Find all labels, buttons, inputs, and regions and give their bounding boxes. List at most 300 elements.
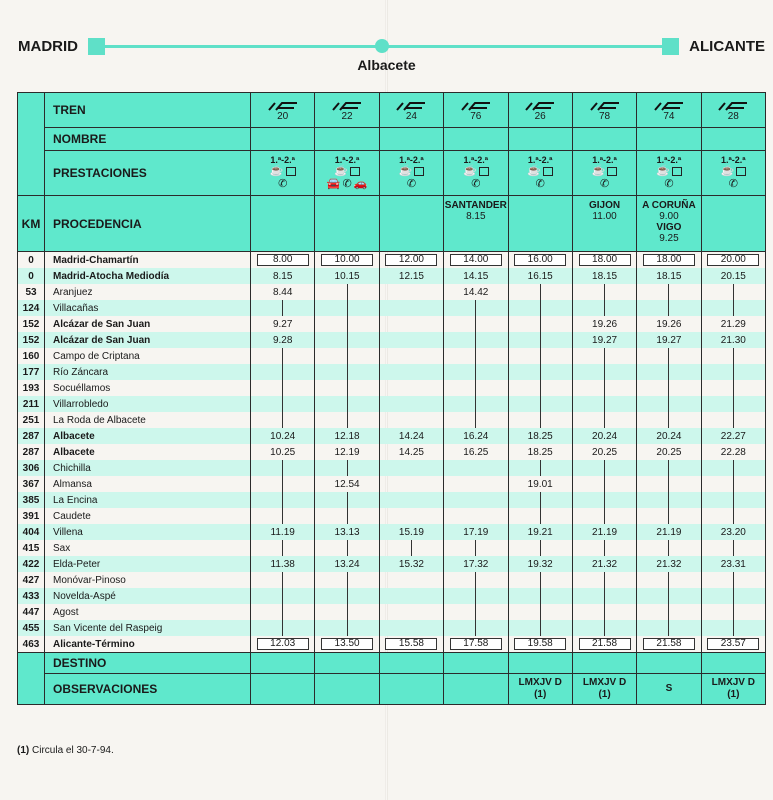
km-value: 193 bbox=[22, 382, 40, 394]
time-cell bbox=[637, 316, 701, 332]
time-cell bbox=[701, 300, 765, 316]
time-cell bbox=[572, 460, 636, 476]
passes-without-stop-line bbox=[475, 380, 476, 396]
time-cell bbox=[701, 332, 765, 348]
km-spacer bbox=[18, 93, 45, 196]
km-value: 415 bbox=[22, 542, 40, 554]
time-cell bbox=[315, 300, 379, 316]
km-value: 447 bbox=[22, 606, 40, 618]
origin-time: 11.00 bbox=[592, 211, 617, 222]
train-observation-74 bbox=[637, 674, 701, 705]
time-cell bbox=[379, 332, 443, 348]
car-transport-icon: 🚘 bbox=[326, 178, 341, 190]
departure-time: 22.27 bbox=[720, 430, 746, 442]
time-cell bbox=[444, 300, 508, 316]
time-cell bbox=[315, 428, 379, 444]
train-observation-22 bbox=[315, 674, 379, 705]
time-cell bbox=[379, 620, 443, 636]
tren-row bbox=[18, 93, 766, 128]
train-classes: 1.ª-2.ª bbox=[463, 155, 489, 165]
train-origin-22 bbox=[315, 196, 379, 252]
time-cell bbox=[251, 604, 315, 620]
time-cell bbox=[701, 412, 765, 428]
time-cell bbox=[444, 284, 508, 300]
passes-without-stop-line bbox=[733, 284, 734, 300]
time-cell bbox=[444, 428, 508, 444]
train-observation-26 bbox=[508, 674, 572, 705]
station-name bbox=[45, 268, 251, 284]
station-km bbox=[18, 540, 45, 556]
time-cell bbox=[379, 556, 443, 572]
time-cell bbox=[379, 348, 443, 364]
time-cell bbox=[572, 476, 636, 492]
km-value: 160 bbox=[22, 350, 40, 362]
station-name bbox=[45, 492, 251, 508]
departure-time: 21.58 bbox=[643, 638, 695, 650]
station-name bbox=[45, 300, 251, 316]
station-name bbox=[45, 572, 251, 588]
time-cell bbox=[444, 460, 508, 476]
time-cell bbox=[444, 316, 508, 332]
time-cell bbox=[379, 492, 443, 508]
departure-time: 23.57 bbox=[707, 638, 759, 650]
passes-without-stop-line bbox=[347, 540, 348, 556]
departure-time: 20.24 bbox=[656, 430, 682, 442]
route-header bbox=[0, 30, 773, 90]
train-services-22 bbox=[315, 151, 379, 196]
time-cell bbox=[251, 348, 315, 364]
station-row bbox=[18, 460, 766, 476]
train-classes: 1.ª-2.ª bbox=[592, 155, 617, 165]
time-cell bbox=[251, 524, 315, 540]
station-name-text: Villena bbox=[53, 526, 83, 538]
time-cell bbox=[315, 508, 379, 524]
station-name-text: San Vicente del Raspeig bbox=[53, 622, 163, 634]
origin-station: GIJON bbox=[589, 200, 621, 211]
time-cell bbox=[444, 444, 508, 460]
passes-without-stop-line bbox=[540, 332, 541, 348]
time-cell bbox=[251, 588, 315, 604]
time-cell bbox=[315, 476, 379, 492]
km-value: 455 bbox=[22, 622, 40, 634]
departure-time: 20.24 bbox=[592, 430, 618, 442]
passes-without-stop-line bbox=[475, 316, 476, 332]
passes-without-stop-line bbox=[282, 364, 283, 380]
time-cell bbox=[379, 252, 443, 269]
km-value: 177 bbox=[22, 366, 40, 378]
time-cell bbox=[508, 428, 572, 444]
passes-without-stop-line bbox=[540, 348, 541, 364]
time-cell bbox=[444, 636, 508, 653]
seat-icon bbox=[286, 167, 296, 176]
train-number: 28 bbox=[727, 110, 739, 122]
km-value: 251 bbox=[22, 414, 40, 426]
departure-time: 13.50 bbox=[321, 638, 373, 650]
time-cell bbox=[637, 444, 701, 460]
passes-without-stop-line bbox=[733, 364, 734, 380]
departure-time: 21.29 bbox=[720, 318, 746, 330]
time-cell bbox=[251, 540, 315, 556]
time-cell bbox=[508, 492, 572, 508]
time-cell bbox=[315, 268, 379, 284]
km-value: 0 bbox=[28, 254, 34, 266]
station-km bbox=[18, 268, 45, 284]
time-cell bbox=[572, 348, 636, 364]
departure-time: 18.25 bbox=[527, 446, 553, 458]
km-value: 53 bbox=[25, 286, 37, 298]
time-cell bbox=[701, 316, 765, 332]
km-value: 287 bbox=[22, 430, 40, 442]
station-row bbox=[18, 444, 766, 460]
time-cell bbox=[508, 460, 572, 476]
time-cell bbox=[572, 396, 636, 412]
passes-without-stop-line bbox=[668, 476, 669, 492]
station-row bbox=[18, 396, 766, 412]
time-cell bbox=[444, 268, 508, 284]
telephone-icon: ✆ bbox=[406, 178, 417, 190]
station-km bbox=[18, 252, 45, 269]
station-km bbox=[18, 572, 45, 588]
station-row bbox=[18, 252, 766, 269]
station-name-text: Aranjuez bbox=[53, 286, 93, 298]
time-cell bbox=[701, 620, 765, 636]
intercity-logo-icon bbox=[459, 102, 493, 111]
passes-without-stop-line bbox=[347, 316, 348, 332]
prestaciones-row bbox=[18, 151, 766, 196]
passes-without-stop-line bbox=[347, 620, 348, 636]
passes-without-stop-line bbox=[282, 492, 283, 508]
station-km bbox=[18, 348, 45, 364]
passes-without-stop-line bbox=[347, 396, 348, 412]
station-row bbox=[18, 412, 766, 428]
departure-time: 22.28 bbox=[720, 446, 746, 458]
time-cell bbox=[379, 284, 443, 300]
train-header-24 bbox=[379, 93, 443, 128]
station-name-text: Alicante-Término bbox=[53, 638, 135, 650]
intercity-logo-icon bbox=[394, 102, 428, 111]
station-name bbox=[45, 508, 251, 524]
train-classes: 1.ª-2.ª bbox=[334, 155, 360, 165]
train-services-26 bbox=[508, 151, 572, 196]
procedencia-label-text: PROCEDENCIA bbox=[53, 216, 142, 231]
passes-without-stop-line bbox=[282, 572, 283, 588]
station-name-text: Chichilla bbox=[53, 462, 91, 474]
station-km bbox=[18, 300, 45, 316]
passes-without-stop-line bbox=[282, 396, 283, 412]
passes-without-stop-line bbox=[604, 412, 605, 428]
train-classes: 1.ª-2.ª bbox=[270, 155, 296, 165]
time-cell bbox=[508, 284, 572, 300]
km-value: 427 bbox=[22, 574, 40, 586]
time-cell bbox=[251, 252, 315, 269]
time-cell bbox=[572, 364, 636, 380]
train-number: 26 bbox=[534, 110, 546, 122]
time-cell bbox=[508, 252, 572, 269]
passes-without-stop-line bbox=[282, 508, 283, 524]
station-name bbox=[45, 460, 251, 476]
train-services-20 bbox=[251, 151, 315, 196]
station-km bbox=[18, 332, 45, 348]
destination-cell bbox=[508, 653, 572, 674]
passes-without-stop-line bbox=[604, 380, 605, 396]
passes-without-stop-line bbox=[282, 588, 283, 604]
station-name-text: Socuéllamos bbox=[53, 382, 111, 394]
timetable bbox=[17, 92, 766, 705]
station-km bbox=[18, 476, 45, 492]
tren-label bbox=[45, 93, 251, 128]
passes-without-stop-line bbox=[733, 604, 734, 620]
time-cell bbox=[637, 332, 701, 348]
telephone-icon: ✆ bbox=[599, 178, 610, 190]
passes-without-stop-line bbox=[733, 476, 734, 492]
station-name bbox=[45, 364, 251, 380]
time-cell bbox=[444, 556, 508, 572]
telephone-icon: ✆ bbox=[535, 178, 545, 190]
station-row bbox=[18, 316, 766, 332]
time-cell bbox=[379, 300, 443, 316]
passes-without-stop-line bbox=[540, 396, 541, 412]
km-value: 433 bbox=[22, 590, 40, 602]
km-value: 152 bbox=[22, 318, 40, 330]
time-cell bbox=[251, 572, 315, 588]
origin-time: 9.00 bbox=[659, 211, 679, 222]
time-cell bbox=[637, 588, 701, 604]
passes-without-stop-line bbox=[668, 284, 669, 300]
time-cell bbox=[701, 396, 765, 412]
departure-time: 21.30 bbox=[720, 334, 746, 346]
station-name-text: Villacañas bbox=[53, 302, 99, 314]
station-name bbox=[45, 396, 251, 412]
time-cell bbox=[444, 492, 508, 508]
station-name bbox=[45, 428, 251, 444]
station-name bbox=[45, 316, 251, 332]
station-name-text: Elda-Peter bbox=[53, 558, 101, 570]
station-row bbox=[18, 364, 766, 380]
time-cell bbox=[379, 428, 443, 444]
departure-time: 12.00 bbox=[385, 254, 437, 266]
cafeteria-icon: ☕ bbox=[591, 165, 606, 177]
station-name bbox=[45, 332, 251, 348]
passes-without-stop-line bbox=[540, 540, 541, 556]
km-value: 463 bbox=[22, 638, 40, 650]
time-cell bbox=[508, 604, 572, 620]
departure-time: 12.15 bbox=[398, 270, 424, 282]
station-row bbox=[18, 620, 766, 636]
intercity-logo-icon bbox=[588, 102, 622, 111]
station-name-text: Albacete bbox=[53, 446, 95, 458]
passes-without-stop-line bbox=[475, 332, 476, 348]
passes-without-stop-line bbox=[733, 380, 734, 396]
time-cell bbox=[572, 380, 636, 396]
seat-icon bbox=[736, 167, 746, 176]
passes-without-stop-line bbox=[475, 588, 476, 604]
passes-without-stop-line bbox=[733, 508, 734, 524]
station-row bbox=[18, 380, 766, 396]
time-cell bbox=[251, 316, 315, 332]
passes-without-stop-line bbox=[347, 380, 348, 396]
train-header-26 bbox=[508, 93, 572, 128]
departure-time: 21.19 bbox=[592, 526, 618, 538]
passes-without-stop-line bbox=[668, 348, 669, 364]
time-cell bbox=[701, 588, 765, 604]
footnote bbox=[17, 745, 114, 756]
station-name-text: Novelda-Aspé bbox=[53, 590, 116, 602]
train-header-28 bbox=[701, 93, 765, 128]
destination-cell bbox=[251, 653, 315, 674]
passes-without-stop-line bbox=[733, 540, 734, 556]
passes-without-stop-line bbox=[604, 508, 605, 524]
passes-without-stop-line bbox=[475, 540, 476, 556]
passes-without-stop-line bbox=[475, 604, 476, 620]
time-cell bbox=[637, 348, 701, 364]
time-cell bbox=[572, 300, 636, 316]
departure-time: 18.00 bbox=[643, 254, 695, 266]
footnote-text: Circula el 30-7-94. bbox=[32, 745, 114, 756]
passes-without-stop-line bbox=[733, 348, 734, 364]
train-observation-76 bbox=[444, 674, 508, 705]
passes-without-stop-line bbox=[540, 300, 541, 316]
train-observation-24 bbox=[379, 674, 443, 705]
passes-without-stop-line bbox=[668, 588, 669, 604]
train-origin-78 bbox=[572, 196, 636, 252]
time-cell bbox=[379, 268, 443, 284]
passes-without-stop-line bbox=[540, 588, 541, 604]
observation-text: S bbox=[665, 683, 673, 694]
train-name-cell bbox=[251, 128, 315, 151]
passes-without-stop-line bbox=[282, 476, 283, 492]
passes-without-stop-line bbox=[540, 620, 541, 636]
train-number: 74 bbox=[663, 110, 675, 122]
km-header-text: KM bbox=[21, 216, 41, 231]
time-cell bbox=[508, 412, 572, 428]
time-cell bbox=[637, 300, 701, 316]
departure-time: 14.00 bbox=[450, 254, 502, 266]
intercity-logo-icon bbox=[266, 102, 300, 111]
passes-without-stop-line bbox=[668, 540, 669, 556]
passes-without-stop-line bbox=[733, 460, 734, 476]
train-name-cell bbox=[444, 128, 508, 151]
train-name-cell bbox=[379, 128, 443, 151]
train-observation-20 bbox=[251, 674, 315, 705]
station-km bbox=[18, 604, 45, 620]
passes-without-stop-line bbox=[733, 588, 734, 604]
km-header bbox=[18, 196, 45, 252]
station-row bbox=[18, 636, 766, 653]
departure-time: 12.19 bbox=[334, 446, 360, 458]
time-cell bbox=[251, 428, 315, 444]
time-cell bbox=[701, 444, 765, 460]
time-cell bbox=[444, 252, 508, 269]
time-cell bbox=[379, 604, 443, 620]
passes-without-stop-line bbox=[347, 492, 348, 508]
departure-time: 9.28 bbox=[272, 334, 293, 346]
time-cell bbox=[508, 636, 572, 653]
station-name bbox=[45, 540, 251, 556]
time-cell bbox=[701, 524, 765, 540]
passes-without-stop-line bbox=[347, 588, 348, 604]
station-name-text: Albacete bbox=[53, 430, 95, 442]
passes-without-stop-line bbox=[282, 460, 283, 476]
departure-time: 8.44 bbox=[272, 286, 293, 298]
time-cell bbox=[315, 604, 379, 620]
departure-time: 21.32 bbox=[656, 558, 682, 570]
km-value: 152 bbox=[22, 334, 40, 346]
destino-row bbox=[18, 653, 766, 674]
time-cell bbox=[379, 572, 443, 588]
km-value: 287 bbox=[22, 446, 40, 458]
time-cell bbox=[251, 508, 315, 524]
departure-time: 8.15 bbox=[272, 270, 293, 282]
time-cell bbox=[251, 268, 315, 284]
passes-without-stop-line bbox=[668, 396, 669, 412]
departure-time: 14.24 bbox=[398, 430, 424, 442]
time-cell bbox=[637, 604, 701, 620]
time-cell bbox=[508, 268, 572, 284]
departure-time: 10.24 bbox=[270, 430, 296, 442]
destination-marker bbox=[662, 38, 679, 55]
tren-label-text: TREN bbox=[53, 103, 86, 117]
km-value: 404 bbox=[22, 526, 40, 538]
cafeteria-icon: ☕ bbox=[527, 165, 542, 177]
time-cell bbox=[637, 284, 701, 300]
departure-time: 18.25 bbox=[527, 430, 553, 442]
passes-without-stop-line bbox=[604, 396, 605, 412]
departure-time: 13.13 bbox=[334, 526, 360, 538]
train-origin-76 bbox=[444, 196, 508, 252]
departure-time: 19.32 bbox=[527, 558, 553, 570]
departure-time: 19.01 bbox=[527, 478, 553, 490]
time-cell bbox=[315, 460, 379, 476]
departure-time: 12.54 bbox=[334, 478, 360, 490]
destination-cell bbox=[444, 653, 508, 674]
destination-cell bbox=[701, 653, 765, 674]
observaciones-label-text: OBSERVACIONES bbox=[53, 682, 158, 696]
departure-time: 23.20 bbox=[720, 526, 746, 538]
time-cell bbox=[379, 396, 443, 412]
station-name bbox=[45, 252, 251, 269]
train-origin-74 bbox=[637, 196, 701, 252]
passes-without-stop-line bbox=[347, 300, 348, 316]
departure-time: 16.25 bbox=[463, 446, 489, 458]
passes-without-stop-line bbox=[540, 460, 541, 476]
time-cell bbox=[444, 476, 508, 492]
time-cell bbox=[701, 428, 765, 444]
station-name-text: Monóvar-Pinoso bbox=[53, 574, 126, 586]
time-cell bbox=[701, 284, 765, 300]
station-km bbox=[18, 444, 45, 460]
departure-time: 19.26 bbox=[656, 318, 682, 330]
seat-icon bbox=[414, 167, 424, 176]
time-cell bbox=[637, 492, 701, 508]
time-cell bbox=[315, 396, 379, 412]
station-km bbox=[18, 316, 45, 332]
time-cell bbox=[379, 636, 443, 653]
time-cell bbox=[572, 524, 636, 540]
time-cell bbox=[315, 332, 379, 348]
station-name-text: Madrid-Atocha Mediodía bbox=[53, 270, 170, 282]
passes-without-stop-line bbox=[668, 412, 669, 428]
origin-station: VIGO bbox=[656, 222, 682, 233]
passes-without-stop-line bbox=[475, 412, 476, 428]
cafeteria-icon: ☕ bbox=[462, 165, 477, 177]
time-cell bbox=[701, 476, 765, 492]
passes-without-stop-line bbox=[540, 412, 541, 428]
km-value: 124 bbox=[22, 302, 40, 314]
destination-cell bbox=[572, 653, 636, 674]
train-header-20 bbox=[251, 93, 315, 128]
train-header-74 bbox=[637, 93, 701, 128]
passes-without-stop-line bbox=[540, 604, 541, 620]
